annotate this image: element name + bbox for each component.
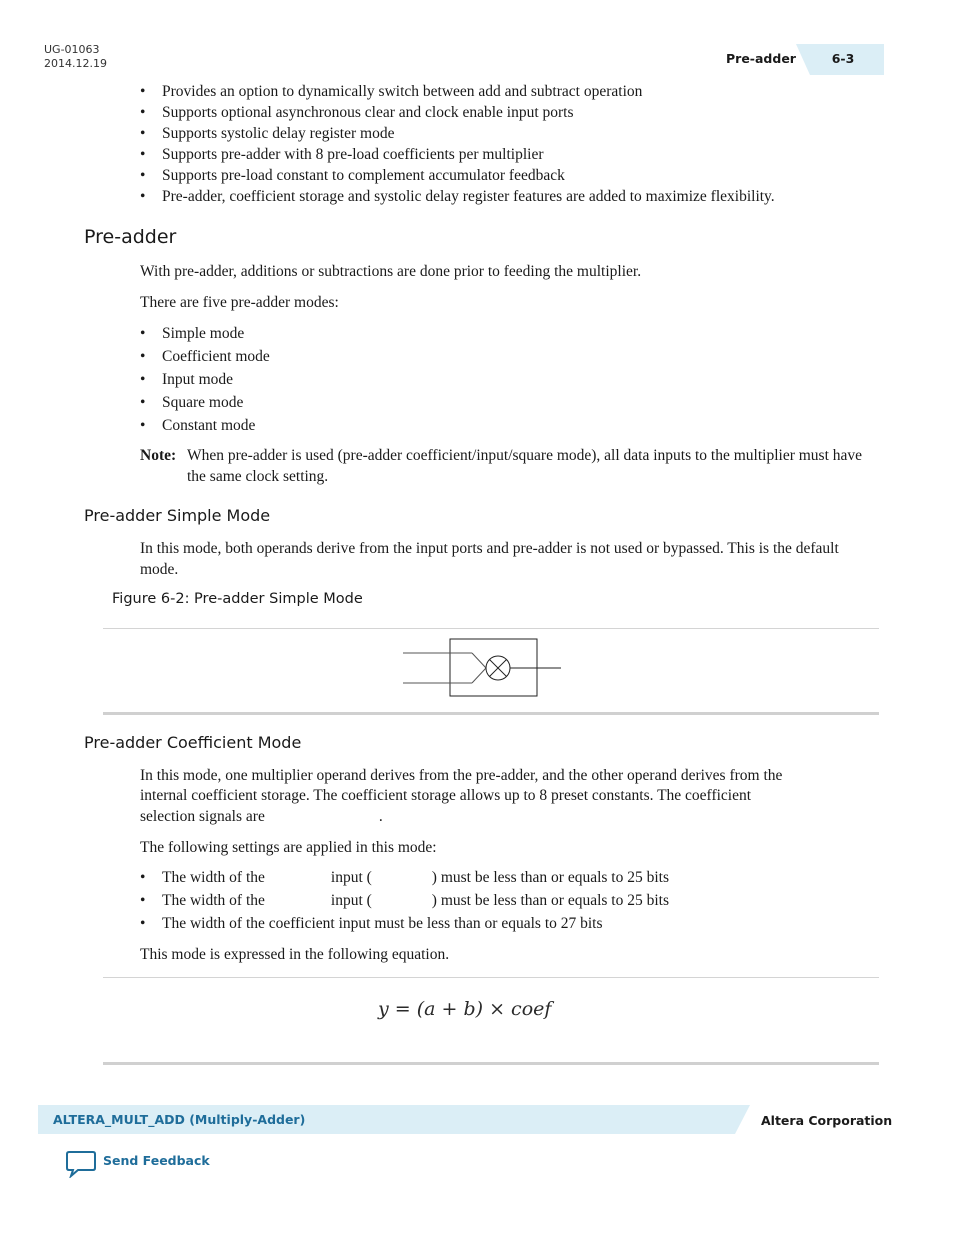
simple-mode-text: In this mode, both operands derive from the input ports and pre-adder is not used or bypassed. This is the default mode. xyxy=(140,540,839,578)
coef-settings-list xyxy=(140,866,669,935)
list-item: • Provides an option to dynamically switch between add and subtract operation xyxy=(140,81,775,102)
list-item: • Simple mode xyxy=(140,322,270,345)
list-item: • Supports systolic delay register mode xyxy=(140,123,775,144)
header-section-title: Pre-adder xyxy=(726,51,796,66)
note-label: Note: xyxy=(140,447,177,464)
setting-text-a: The width of the xyxy=(162,869,265,886)
equation-bottom-rule xyxy=(103,1062,879,1065)
list-item: • Coefficient mode xyxy=(140,345,270,368)
setting-text-b: input ( xyxy=(330,892,372,909)
pre-adder-modes-intro: There are five pre-adder modes: xyxy=(140,294,339,311)
list-item xyxy=(140,912,669,935)
figure-caption: Figure 6-2: Pre-adder Simple Mode xyxy=(112,591,363,607)
list-item xyxy=(140,889,669,912)
setting-text-c: ) must be less than or equals to 25 bits xyxy=(431,892,670,909)
equation-intro: This mode is expressed in the following equation. xyxy=(140,946,450,963)
doc-id xyxy=(44,43,107,71)
doc-number: UG-01063 xyxy=(44,43,100,56)
coef-settings-intro: The following settings are applied in this mode: xyxy=(140,839,437,856)
footer-document-title[interactable]: ALTERA_MULT_ADD (Multiply-Adder) xyxy=(53,1112,306,1127)
footer-company: Altera Corporation xyxy=(761,1113,893,1128)
coef-mode-text-line-3 xyxy=(140,806,383,827)
features-list xyxy=(140,81,775,207)
section-title-coefficient-mode: Pre-adder Coefficient Mode xyxy=(84,733,302,752)
figure-bottom-rule xyxy=(103,712,879,715)
doc-date: 2014.12.19 xyxy=(44,57,107,70)
list-item: • Input mode xyxy=(140,368,270,391)
section-title-pre-adder: Pre-adder xyxy=(84,226,177,248)
list-item: • Supports pre-load constant to complement accumulator feedback xyxy=(140,165,775,186)
page-number: 6-3 xyxy=(831,51,855,66)
equation-top-rule xyxy=(103,977,879,978)
section-title-simple-mode: Pre-adder Simple Mode xyxy=(84,506,271,525)
header-page-tab xyxy=(796,44,884,75)
setting-text-a: The width of the coefficient input must be less than or equals to 27 bits xyxy=(162,915,603,932)
list-item: • Supports pre-adder with 8 pre-load coefficients per multiplier xyxy=(140,144,775,165)
figure-top-rule xyxy=(103,628,879,629)
setting-text-c: ) must be less than or equals to 25 bits xyxy=(431,869,670,886)
coef-mode-text-line-1: In this mode, one multiplier operand derives from the pre-adder, and the other operand derives from the xyxy=(140,767,783,784)
list-item xyxy=(140,866,669,889)
coef-mode-text-line-2: internal coefficient storage. The coefficient storage allows up to 8 preset constants. The coefficient xyxy=(140,787,752,804)
pre-adder-modes-list xyxy=(140,322,270,437)
setting-text-b: input ( xyxy=(330,869,372,886)
list-item: • Constant mode xyxy=(140,414,270,437)
setting-text-a: The width of the xyxy=(162,892,265,909)
equation: y = (a + b) × coef xyxy=(378,998,552,1020)
coef-mode-text-line-3-end: . xyxy=(378,808,383,825)
pre-adder-intro: With pre-adder, additions or subtractions are done prior to feeding the multiplier. xyxy=(140,263,642,280)
coef-mode-text-line-3-start: selection signals are xyxy=(140,808,265,825)
simple-mode-diagram xyxy=(400,636,564,700)
note-text: When pre-adder is used (pre-adder coefficient/input/square mode), all data inputs to the multiplier must have the same clock setting. xyxy=(187,447,863,485)
list-item: • Square mode xyxy=(140,391,270,414)
send-feedback-label[interactable]: Send Feedback xyxy=(103,1153,210,1168)
speech-bubble-icon xyxy=(65,1150,97,1178)
list-item: • Pre-adder, coefficient storage and systolic delay register features are added to maximize flexibility. xyxy=(140,186,775,207)
list-item: • Supports optional asynchronous clear and clock enable input ports xyxy=(140,102,775,123)
